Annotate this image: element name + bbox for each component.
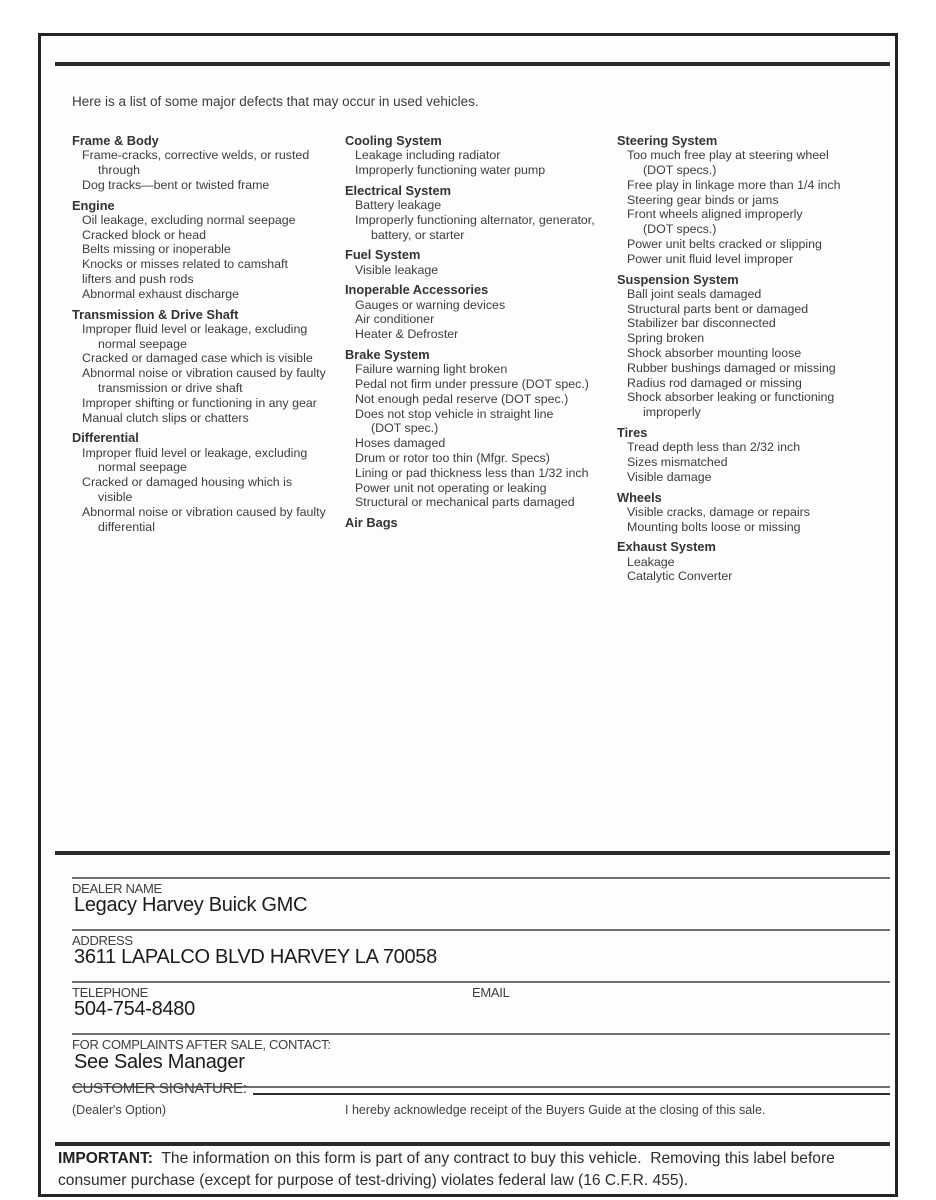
customer-signature-row bbox=[72, 1080, 890, 1097]
defect-item-line: Dog tracks—bent or twisted frame bbox=[82, 177, 270, 192]
defect-section-title: Brake System bbox=[345, 346, 430, 362]
defect-section-title: Wheels bbox=[617, 489, 662, 505]
defect-section-title: Transmission & Drive Shaft bbox=[72, 306, 239, 322]
defect-item-line: through bbox=[98, 163, 141, 177]
defect-item-line: Heater & Defroster bbox=[355, 327, 459, 342]
defect-section-title: Steering System bbox=[617, 133, 718, 148]
defect-section bbox=[617, 133, 892, 267]
defect-item-line: Gauges or warning devices bbox=[355, 297, 506, 312]
defect-section bbox=[345, 515, 617, 530]
defect-item-line: (DOT spec.) bbox=[371, 421, 439, 436]
field-line-name bbox=[72, 929, 890, 931]
defect-section bbox=[345, 247, 617, 277]
defect-item-line: Abnormal noise or vibration caused by faulty bbox=[82, 366, 326, 381]
intro-text: Here is a list of some major defects that may occur in used vehicles. bbox=[72, 94, 479, 109]
defect-item-line: Cracked block or head bbox=[82, 227, 206, 242]
defect-column-2 bbox=[345, 133, 617, 584]
defect-item-line: Structural or mechanical parts damaged bbox=[355, 495, 575, 510]
defect-item-line: Abnormal noise or vibration caused by faulty bbox=[82, 504, 326, 519]
defect-item-line: Improper fluid level or leakage, excluding bbox=[82, 445, 308, 460]
defect-section bbox=[345, 133, 617, 178]
defect-item-line: Visible leakage bbox=[355, 262, 439, 277]
defect-item-line: Abnormal exhaust discharge bbox=[82, 286, 240, 301]
field-line-telephone bbox=[72, 1033, 890, 1035]
defect-section-title: Tires bbox=[617, 424, 648, 440]
address-label: ADDRESS bbox=[72, 933, 133, 948]
defect-item-line: (DOT specs.) bbox=[643, 163, 717, 177]
defect-item-line: Rubber bushings damaged or missing bbox=[627, 360, 836, 375]
defect-section-title: Suspension System bbox=[617, 271, 739, 287]
defect-column-1 bbox=[72, 133, 345, 584]
defect-section-title: Electrical System bbox=[345, 182, 451, 198]
defect-section bbox=[72, 430, 345, 534]
defect-item-line: lifters and push rods bbox=[82, 271, 194, 286]
defect-item-line: differential bbox=[98, 519, 155, 534]
defect-item-line: Structural parts bent or damaged bbox=[627, 301, 809, 316]
defect-section-title: Frame & Body bbox=[72, 133, 159, 148]
complaints-value: See Sales Manager bbox=[74, 1051, 245, 1073]
defect-item-line: Sizes mismatched bbox=[627, 454, 728, 469]
defect-item-line: Steering gear binds or jams bbox=[627, 192, 779, 207]
address-value: 3611 LAPALCO BLVD HARVEY LA 70058 bbox=[74, 946, 437, 968]
defect-item-line: normal seepage bbox=[98, 460, 187, 475]
defect-item-line: improperly bbox=[643, 405, 701, 420]
important-notice bbox=[58, 1148, 870, 1191]
dealers-option-note: (Dealer's Option) bbox=[72, 1103, 167, 1117]
defect-item-line: Power unit not operating or leaking bbox=[355, 480, 547, 495]
defect-item-line: Visible damage bbox=[627, 469, 712, 484]
important-label: IMPORTANT: bbox=[58, 1150, 153, 1167]
defect-item-line: Improper shifting or functioning in any gear bbox=[82, 395, 317, 410]
defect-item-line: Shock absorber leaking or functioning bbox=[627, 390, 835, 405]
defect-section bbox=[345, 183, 617, 243]
defect-section-title: Differential bbox=[72, 430, 139, 446]
defect-item-line: Does not stop vehicle in straight line bbox=[355, 406, 554, 421]
top-divider-rule bbox=[55, 62, 890, 66]
defect-section bbox=[345, 347, 617, 510]
defect-section-title: Fuel System bbox=[345, 247, 421, 263]
complaints-label: FOR COMPLAINTS AFTER SALE, CONTACT: bbox=[72, 1037, 331, 1052]
defect-item-line: Pedal not firm under pressure (DOT spec.) bbox=[355, 376, 589, 391]
defect-section bbox=[345, 282, 617, 342]
buyers-guide-page bbox=[38, 33, 898, 1197]
defect-item-line: Spring broken bbox=[627, 331, 705, 346]
defect-item-line: Power unit belts cracked or slipping bbox=[627, 236, 822, 251]
defect-item-line: battery, or starter bbox=[371, 227, 465, 242]
defect-item-line: Catalytic Converter bbox=[627, 569, 733, 584]
dealer-name-value: Legacy Harvey Buick GMC bbox=[74, 894, 308, 916]
field-line-address bbox=[72, 981, 890, 983]
defect-item-line: Leakage including radiator bbox=[355, 148, 501, 163]
defect-column-3 bbox=[617, 133, 892, 584]
defect-item-line: Tread depth less than 2/32 inch bbox=[627, 440, 801, 455]
defect-item-line: Improperly functioning water pump bbox=[355, 163, 546, 177]
defect-item-line: Power unit fluid level improper bbox=[627, 251, 793, 266]
defect-item-line: Shock absorber mounting loose bbox=[627, 345, 802, 360]
defect-section bbox=[72, 307, 345, 426]
defect-item-line: Drum or rotor too thin (Mfgr. Specs) bbox=[355, 450, 550, 465]
defect-section-title: Air Bags bbox=[345, 515, 398, 531]
defect-section bbox=[72, 133, 345, 193]
defect-section bbox=[617, 539, 892, 584]
defect-item-line: Hoses damaged bbox=[355, 436, 446, 451]
defect-item-line: Stabilizer bar disconnected bbox=[627, 316, 776, 331]
footer-divider-rule bbox=[55, 1142, 890, 1146]
telephone-label: TELEPHONE bbox=[72, 985, 149, 1000]
defect-item-line: Air conditioner bbox=[355, 312, 435, 327]
defect-section-title: Engine bbox=[72, 197, 115, 213]
dealer-name-label: DEALER NAME bbox=[72, 881, 162, 896]
defect-item-line: Radius rod damaged or missing bbox=[627, 375, 802, 390]
defect-section-title: Exhaust System bbox=[617, 539, 716, 555]
defect-item-line: Improper fluid level or leakage, excluding bbox=[82, 321, 308, 336]
defect-item-line: normal seepage bbox=[98, 336, 187, 351]
defect-item-line: Improperly functioning alternator, generator, bbox=[355, 212, 595, 227]
important-text: The information on this form is part of any contract to buy this vehicle. Removing this label before consumer purchase (except for purpose of test-driving) violates federal law (16 C.F.R. 455). bbox=[58, 1150, 840, 1189]
defect-item-line: Ball joint seals damaged bbox=[627, 286, 762, 301]
defect-section-title: Cooling System bbox=[345, 133, 442, 148]
field-line-top bbox=[72, 877, 890, 879]
defect-item-line: transmission or drive shaft bbox=[98, 380, 243, 395]
defect-item-line: Lining or pad thickness less than 1/32 inch bbox=[355, 465, 589, 480]
defect-item-line: visible bbox=[98, 489, 133, 504]
acknowledgement-text: I hereby acknowledge receipt of the Buyers Guide at the closing of this sale. bbox=[345, 1103, 766, 1117]
defect-item-line: Belts missing or inoperable bbox=[82, 242, 231, 257]
defect-section bbox=[617, 425, 892, 485]
defect-item-line: Oil leakage, excluding normal seepage bbox=[82, 212, 296, 227]
defect-item-line: Cracked or damaged case which is visible bbox=[82, 351, 313, 366]
defect-item-line: Failure warning light broken bbox=[355, 362, 508, 377]
defect-item-line: Free play in linkage more than 1/4 inch bbox=[627, 177, 841, 192]
telephone-value: 504-754-8480 bbox=[74, 998, 195, 1020]
defect-section-title: Inoperable Accessories bbox=[345, 282, 489, 298]
dealer-section-divider-rule bbox=[55, 851, 890, 855]
defect-section bbox=[72, 198, 345, 302]
defect-item-line: Knocks or misses related to camshaft bbox=[82, 257, 288, 272]
customer-signature-label: CUSTOMER SIGNATURE: bbox=[72, 1080, 247, 1097]
defect-item-line: Manual clutch slips or chatters bbox=[82, 410, 249, 425]
defect-item-line: Visible cracks, damage or repairs bbox=[627, 504, 810, 519]
defect-item-line: Not enough pedal reserve (DOT spec.) bbox=[355, 391, 569, 406]
defect-item-line: Battery leakage bbox=[355, 198, 442, 212]
defect-item-line: (DOT specs.) bbox=[643, 222, 717, 237]
defect-section bbox=[617, 490, 892, 535]
defect-columns bbox=[72, 133, 892, 584]
defect-item-line: Too much free play at steering wheel bbox=[627, 148, 829, 163]
defect-item-line: Mounting bolts loose or missing bbox=[627, 519, 801, 534]
email-label: EMAIL bbox=[472, 985, 510, 1000]
defect-section bbox=[617, 272, 892, 420]
defect-item-line: Cracked or damaged housing which is bbox=[82, 475, 293, 490]
customer-signature-line bbox=[253, 1093, 890, 1095]
defect-item-line: Leakage bbox=[627, 554, 675, 569]
defect-item-line: Front wheels aligned improperly bbox=[627, 207, 803, 222]
defect-item-line: Frame-cracks, corrective welds, or rusted bbox=[82, 148, 310, 163]
